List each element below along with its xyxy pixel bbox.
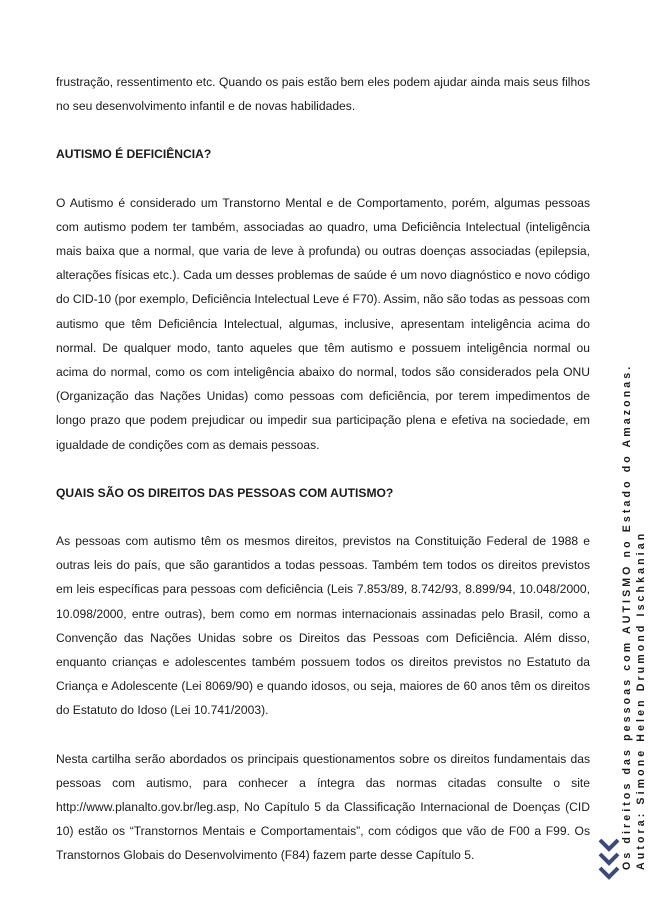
triple-chevron-down-icon xyxy=(597,836,621,886)
sidebar-title: Os direitos das pessoas com AUTISMO no Estado do Amazonas. xyxy=(621,363,633,870)
vertical-sidebar xyxy=(620,330,648,870)
heading-autismo-deficiencia: AUTISMO É DEFICIÊNCIA? xyxy=(56,147,212,162)
paragraph-intro: frustração, ressentimento etc. Quando os pais estão bem eles podem ajudar ainda mais seus filhos no seu desenvolvimento infantil e de novas habilidades. xyxy=(56,75,590,114)
document-body xyxy=(56,70,590,892)
paragraph-autismo-deficiencia: O Autismo é considerado um Transtorno Mental e de Comportamento, porém, algumas pessoas com autismo podem ter também, associadas ao quadro, uma Deficiência Intelectual (inteligência mais baixa que a normal, que varia de leve à profunda) ou outras doenças associadas (epilepsia, alterações físicas etc.). Cada um desses problemas de saúde é um novo diagnóstico e novo código do CID-10 (por exemplo, Deficiência Intelectual Leve é F70). Assim, não são todas as pessoas com autismo que têm Deficiência Intelectual, algumas, inclusive, apresentam inteligência acima do normal. De qualquer modo, tanto aqueles que têm autismo e possuem inteligência normal ou acima do normal, como os com inteligência abaixo do normal, todos são considerados pela ONU (Organização das Nações Unidas) como pessoas com deficiência, por terem impedimentos de longo prazo que podem prejudicar ou impedir sua participação plena e efetiva na sociedade, em igualdade de condições com as demais pessoas. xyxy=(56,195,590,452)
paragraph-cartilha: Nesta cartilha serão abordados os principais questionamentos sobre os direitos fundamentais das pessoas com autismo, para conhecer a íntegra das normas citadas consulte o site http://www.planalto.gov.br/leg.asp, No Capítulo 5 da Classificação Internacional de Doenças (CID 10) estão os “Transtornos Mentais e Comportamentais”, com códigos que vão de F00 a F99. Os Transtornos Globais do Desenvolvimento (F84) fazem parte desse Capítulo 5. xyxy=(56,751,590,863)
paragraph-direitos: As pessoas com autismo têm os mesmos direitos, previstos na Constituição Federal de 1988 e outras leis do país, que são garantidos a todas pessoas. Também tem todos os direitos previstos em leis específicas para pessoas com deficiência (Leis 7.853/89, 8.742/93, 8.899/94, 10.048/2000, 10.098/2000, entre outras), bem como em normas internacionais assinadas pelo Brasil, como a Convenção das Nações Unidas sobre os Direitos das Pessoas com Deficiência. Além disso, enquanto crianças e adolescentes também possuem todos os direitos previstos no Estatuto da Criança e Adolescente (Lei 8069/90) e quando idosos, ou seja, maiores de 60 anos têm os direitos do Estatuto do Idoso (Lei 10.741/2003). xyxy=(56,534,590,718)
sidebar-author: Autora: Simone Helen Drumond Ischkanian xyxy=(635,530,647,870)
heading-direitos: QUAIS SÃO OS DIREITOS DAS PESSOAS COM AUTISMO? xyxy=(56,485,394,500)
